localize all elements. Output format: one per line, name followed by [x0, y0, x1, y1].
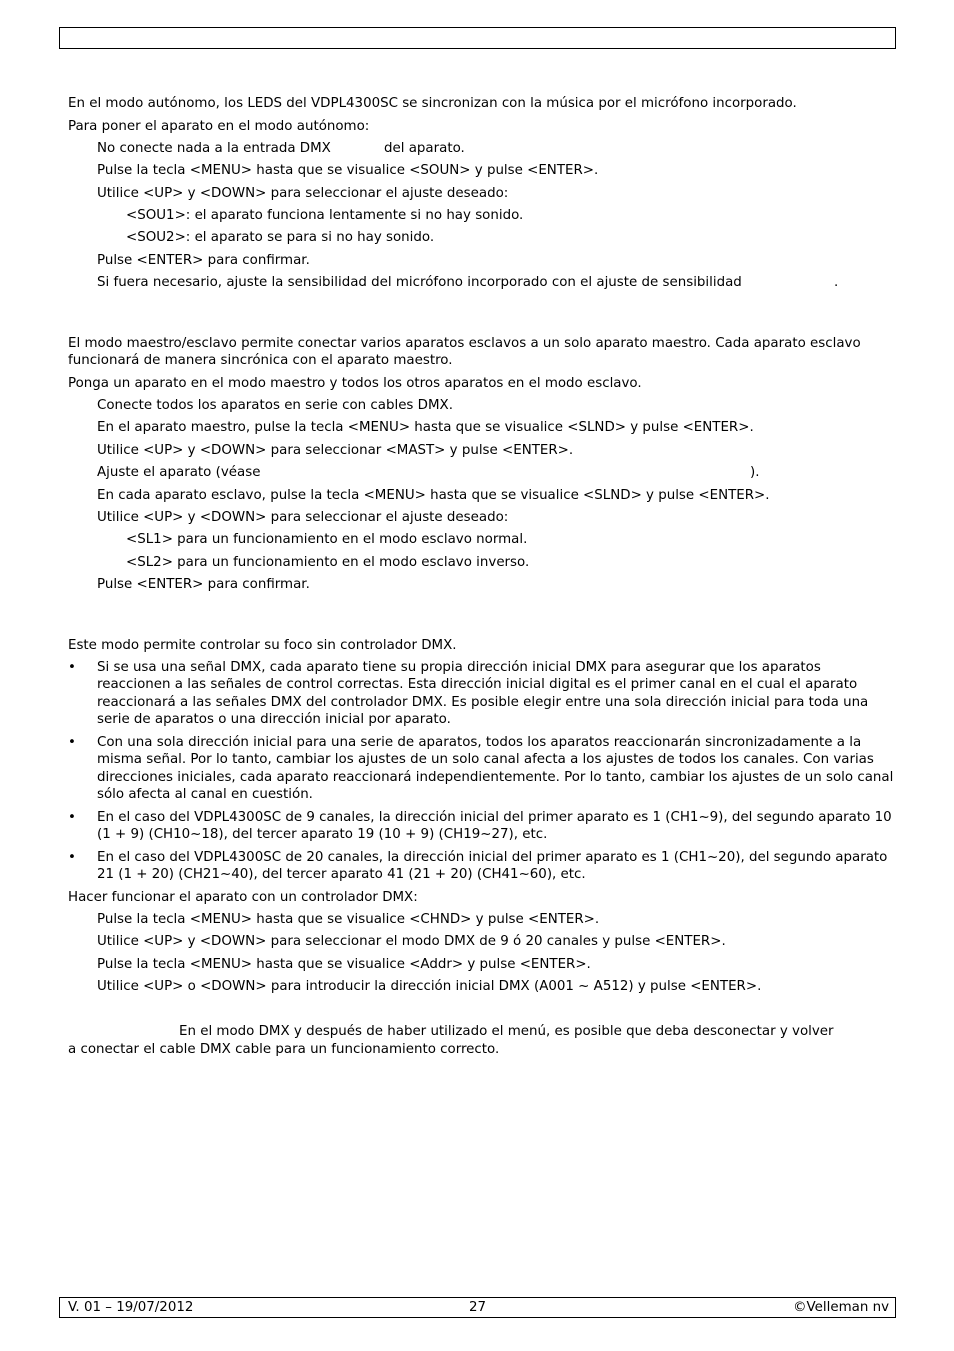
master-slave-step-5: En cada aparato esclavo, pulse la tecla <MENU> hasta que se visualice <SLND> y pulse <ENTER>.: [97, 488, 770, 503]
bullet-marker: •: [68, 810, 76, 825]
dmx-bullet-3: En el caso del VDPL4300SC de 9 canales, la dirección inicial del primer aparato es 1 (CH1~9), del segundo aparato 10 (1 + 9) (CH10~18), del tercer aparato 19 (10 + 9) (CH19~27), etc.: [97, 810, 892, 843]
dmx-intro: Este modo permite controlar su foco sin controlador DMX.: [68, 638, 457, 653]
standalone-step-5: Si fuera necesario, ajuste la sensibilidad del micrófono incorporado con el ajuste de sensibilidad: [97, 275, 742, 290]
standalone-step-1b: del aparato.: [384, 141, 465, 156]
dmx-bullet-4: En el caso del VDPL4300SC de 20 canales, la dirección inicial del primer aparato es 1 (CH1~20), del segundo aparato 21 (1 + 20) (CH21~40), del tercer aparato 41 (21 + 20) (CH41~60), etc.: [97, 850, 888, 883]
dmx-step-2: Utilice <UP> y <DOWN> para seleccionar el modo DMX de 9 ó 20 canales y pulse <ENTER>.: [97, 934, 726, 949]
dmx-bullet-2: Con una sola dirección inicial para una serie de aparatos, todos los aparatos reaccionarán sincronizadamente a la misma señal. Por lo tanto, cambiar los ajustes de un solo canal afecta a los ajustes de todos los canales. Con varias direcciones iniciales, cada aparato reaccionará independientemente. Por lo tanto, cambiar los ajustes de un solo canal sólo afecta al canal en cuestión.: [97, 735, 894, 803]
master-slave-step-4b: ).: [750, 465, 760, 480]
standalone-step-4: Pulse <ENTER> para confirmar.: [97, 253, 310, 268]
master-slave-option-sl2: <SL2> para un funcionamiento en el modo esclavo inverso.: [126, 555, 530, 570]
master-slave-step-1: Conecte todos los aparatos en serie con cables DMX.: [97, 398, 453, 413]
master-slave-option-sl1: <SL1> para un funcionamiento en el modo esclavo normal.: [126, 532, 528, 547]
standalone-step-3: Utilice <UP> y <DOWN> para seleccionar el ajuste deseado:: [97, 186, 509, 201]
standalone-step-1a: No conecte nada a la entrada DMX: [97, 141, 331, 156]
footer-version: V. 01 – 19/07/2012: [68, 1300, 194, 1315]
standalone-option-sou2: <SOU2>: el aparato se para si no hay sonido.: [126, 230, 435, 245]
page-header-box: [59, 27, 896, 49]
dmx-lead: Hacer funcionar el aparato con un controlador DMX:: [68, 890, 418, 905]
dmx-bullet-1: Si se usa una señal DMX, cada aparato tiene su propia dirección inicial DMX para asegurar que los aparatos reaccionen a las señales de control correctas. Esta dirección inicial digital es el primer canal en el cual el aparato reaccionará a las señales DMX del controlador DMX. Es posible elegir entre una sola dirección inicial para toda una serie de aparatos o una dirección inicial por aparato.: [97, 660, 869, 728]
master-slave-step-7: Pulse <ENTER> para confirmar.: [97, 577, 310, 592]
footer-page-number: 27: [468, 1300, 487, 1315]
master-slave-step-3: Utilice <UP> y <DOWN> para seleccionar <MAST> y pulse <ENTER>.: [97, 443, 574, 458]
bullet-marker: •: [68, 660, 76, 675]
dmx-step-1: Pulse la tecla <MENU> hasta que se visualice <CHND> y pulse <ENTER>.: [97, 912, 600, 927]
master-slave-lead: Ponga un aparato en el modo maestro y todos los otros aparatos en el modo esclavo.: [68, 376, 642, 391]
master-slave-step-6: Utilice <UP> y <DOWN> para seleccionar el ajuste deseado:: [97, 510, 509, 525]
dmx-note-line-1: En el modo DMX y después de haber utilizado el menú, es posible que deba desconectar y volver: [179, 1024, 834, 1039]
standalone-intro: En el modo autónomo, los LEDS del VDPL4300SC se sincronizan con la música por el micrófono incorporado.: [68, 96, 797, 111]
bullet-marker: •: [68, 735, 76, 750]
dmx-note-line-2: a conectar el cable DMX cable para un funcionamiento correcto.: [68, 1042, 500, 1057]
standalone-option-sou1: <SOU1>: el aparato funciona lentamente si no hay sonido.: [126, 208, 524, 223]
master-slave-step-4a: Ajuste el aparato (véase: [97, 465, 261, 480]
standalone-step-5-end: .: [834, 275, 839, 290]
standalone-step-2: Pulse la tecla <MENU> hasta que se visualice <SOUN> y pulse <ENTER>.: [97, 163, 599, 178]
bullet-marker: •: [68, 850, 76, 865]
dmx-step-4: Utilice <UP> o <DOWN> para introducir la dirección inicial DMX (A001 ~ A512) y pulse <ENTER>.: [97, 979, 762, 994]
master-slave-intro: El modo maestro/esclavo permite conectar varios aparatos esclavos a un solo aparato maestro. Cada aparato esclavo funcionará de manera sincrónica con el aparato maestro.: [68, 336, 861, 369]
master-slave-step-2: En el aparato maestro, pulse la tecla <MENU> hasta que se visualice <SLND> y pulse <ENTER>.: [97, 420, 754, 435]
page-footer: [59, 1297, 896, 1318]
dmx-step-3: Pulse la tecla <MENU> hasta que se visualice <Addr> y pulse <ENTER>.: [97, 957, 591, 972]
standalone-lead: Para poner el aparato en el modo autónomo:: [68, 119, 370, 134]
footer-copyright: ©Velleman nv: [793, 1300, 889, 1315]
